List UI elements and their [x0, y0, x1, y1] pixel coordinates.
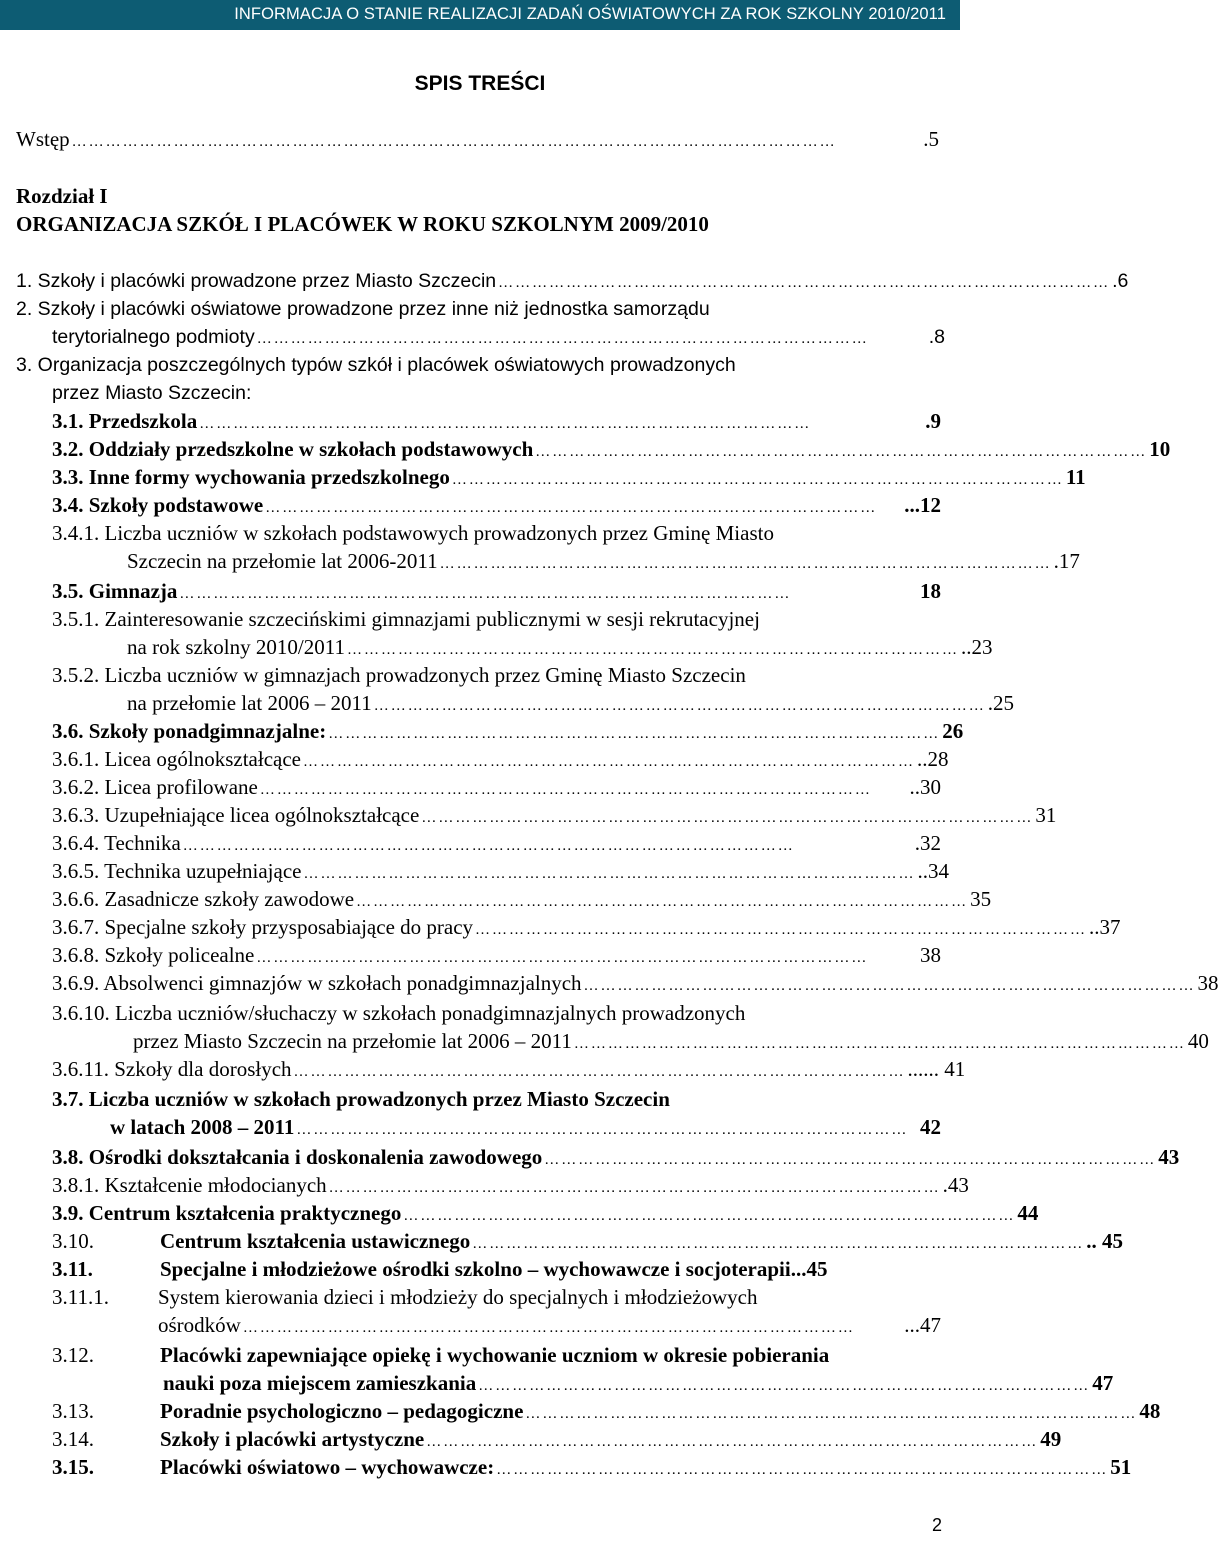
chapter-label: Rozdział I [16, 184, 108, 208]
toc-entry-page: 11 [1065, 465, 1086, 489]
leader-dots: ……………………………………………………………………………………………… [475, 922, 1088, 938]
toc-entry-page: 10 [1149, 437, 1171, 461]
toc-entry-label: 3.6.7. Specjalne szkoły przysposabiające do pracy [52, 915, 474, 939]
toc-entry-label: 3.3. Inne formy wychowania przedszkolnego [52, 465, 450, 489]
toc-entry-page: ...12 [904, 493, 941, 517]
leader-dots: ……………………………………………………………………………………………… [472, 1236, 1085, 1252]
toc-entry-page: 51 [1110, 1455, 1132, 1479]
toc-entry-page: ..28 [916, 747, 949, 771]
leader-dots: ……………………………………………………………………………………………… [496, 1462, 1109, 1478]
toc-entry-page: 38 [920, 943, 941, 967]
chapter-title: ORGANIZACJA SZKÓŁ I PLACÓWEK W ROKU SZKOLNYM 2009/2010 [16, 212, 709, 236]
toc-entry[interactable] [52, 1343, 941, 1369]
leader-dots: ……………………………………………………………………………………………… [182, 838, 795, 854]
toc-entry-page: 44 [1017, 1201, 1039, 1225]
leader-dots: ……………………………………………………………………………………………… [439, 556, 1052, 572]
page-title: SPIS TREŚCI [414, 72, 546, 95]
toc-entry-label: 3.2. Oddziały przedszkolne w szkołach podstawowych [52, 437, 534, 461]
toc-entry[interactable] [52, 775, 941, 801]
leader-dots: ……………………………………………………………………………………………… [346, 642, 959, 658]
toc-entry-page: 31 [1035, 803, 1057, 827]
toc-entry-label: Poradnie psychologiczno – pedagogiczne [160, 1399, 524, 1423]
toc-entry-label: ośrodków [158, 1313, 241, 1337]
toc-entry[interactable]: 3.6.10. Liczba uczniów/słuchaczy w szkołach ponadgimnazjalnych prowadzonych [52, 1001, 746, 1025]
toc-entry[interactable] [52, 493, 941, 519]
leader-dots: ……………………………………………………………………………………………… [403, 1208, 1016, 1224]
running-header-bar [0, 0, 960, 30]
leader-dots: ……………………………………………………………………………………………………………………… [71, 134, 837, 150]
leader-dots: ……………………………………………………………………………………………… [583, 978, 1196, 994]
toc-entry[interactable] [52, 971, 1219, 997]
toc-entry-page: 26 [942, 719, 964, 743]
toc-entry-page: ...45 [790, 1257, 828, 1281]
toc-entry-label: Szkoły i placówki artystyczne [160, 1427, 425, 1451]
toc-entry-label: 3.4. Szkoły podstawowe [52, 493, 264, 517]
toc-entry-label: 3.6.8. Szkoły policealne [52, 943, 255, 967]
toc-entry-label: Placówki zapewniające opiekę i wychowanie uczniom w okresie pobierania [160, 1343, 830, 1367]
toc-entry-page: .9 [925, 409, 941, 433]
toc-entry-page: ..23 [960, 635, 993, 659]
toc-entry-label: 3.6. Szkoły ponadgimnazjalne: [52, 719, 327, 743]
toc-entry-page: 49 [1040, 1427, 1062, 1451]
toc-entry-label: Centrum kształcenia ustawicznego [160, 1229, 471, 1253]
leader-dots: ……………………………………………………………………………………………… [179, 586, 792, 602]
toc-entry-label: 3.8. Ośrodki dokształcania i doskonalenia zawodowego [52, 1145, 543, 1169]
toc-entry-number: 3.13. [52, 1399, 94, 1423]
toc-entry-label: terytorialnego podmioty [52, 326, 255, 348]
leader-dots: ……………………………………………………………………………………………… [451, 472, 1064, 488]
toc-entry[interactable]: 3.7. Liczba uczniów w szkołach prowadzonych przez Miasto Szczecin [52, 1087, 670, 1111]
toc-entry-label: nauki poza miejscem zamieszkania [163, 1371, 477, 1395]
toc-entry-label: Szczecin na przełomie lat 2006-2011 [127, 549, 438, 573]
toc-entry-number: 3.11.1. [52, 1285, 109, 1309]
toc-entry-label: 3.6.9. Absolwenci gimnazjów w szkołach ponadgimnazjalnych [52, 971, 582, 995]
toc-entry-page: 43 [1158, 1145, 1180, 1169]
toc-entry[interactable] [52, 1057, 966, 1083]
toc-entry-page: .6 [1112, 270, 1129, 292]
leader-dots: ……………………………………………………………………………………………… [328, 1180, 941, 1196]
toc-entry-label: 3.5. Gimnazja [52, 579, 178, 603]
toc-entry[interactable] [52, 943, 941, 969]
toc-entry-number: 3.12. [52, 1343, 94, 1367]
leader-dots: ……………………………………………………………………………………………… [256, 950, 869, 966]
running-header-text: INFORMACJA O STANIE REALIZACJI ZADAŃ OŚWIATOWYCH ZA ROK SZKOLNY 2010/2011 [234, 5, 946, 23]
leader-dots: ……………………………………………………………………………………………… [535, 444, 1148, 460]
toc-entry[interactable] [127, 635, 993, 661]
toc-entry[interactable] [52, 803, 1057, 829]
toc-entry-page: 40 [1187, 1029, 1209, 1053]
leader-dots: ……………………………………………………………………………………………… [544, 1152, 1157, 1168]
leader-dots: ……………………………………………………………………………………………… [373, 698, 986, 714]
leader-dots: ……………………………………………………………………………………………… [199, 416, 812, 432]
leader-dots: ……………………………………………………………………………………………… [296, 1122, 909, 1138]
toc-entry-label: 3.6.4. Technika [52, 831, 181, 855]
leader-dots: ……………………………………………………………………………………………… [421, 810, 1034, 826]
leader-dots: ……………………………………………………………………………………………… [265, 500, 878, 516]
toc-entry[interactable] [52, 579, 941, 605]
toc-entry[interactable] [52, 719, 964, 745]
toc-entry-page: ..30 [909, 775, 941, 799]
toc-entry[interactable]: 3.5.2. Liczba uczniów w gimnazjach prowadzonych przez Gminę Miasto Szczecin [52, 663, 746, 687]
toc-entry[interactable] [52, 831, 941, 857]
leader-dots: ……………………………………………………………………………………………… [426, 1434, 1039, 1450]
toc-entry-page: 48 [1139, 1399, 1161, 1423]
toc-entry-page: .5 [923, 127, 939, 151]
leader-dots: ……………………………………………………………………………………………… [525, 1406, 1138, 1422]
toc-entry-label: 3.6.6. Zasadnicze szkoły zawodowe [52, 887, 355, 911]
toc-entry-page: .17 [1053, 549, 1080, 573]
toc-entry-label: przez Miasto Szczecin na przełomie lat 2006 – 2011 [133, 1029, 572, 1053]
toc-entry-label: Specjalne i młodzieżowe ośrodki szkolno – wychowawcze i socjoterapii [160, 1257, 791, 1281]
leader-dots: ……………………………………………………………………………………………… [302, 754, 915, 770]
toc-entry-label: na przełomie lat 2006 – 2011 [127, 691, 372, 715]
toc-entry[interactable] [52, 325, 945, 351]
toc-entry-page: .8 [928, 326, 945, 348]
toc-entry-page: .43 [942, 1173, 969, 1197]
toc-entry[interactable] [52, 409, 941, 435]
toc-entry-page: 18 [920, 579, 941, 603]
toc-entry[interactable] [52, 1145, 1180, 1171]
toc-entry-page: ...... 41 [907, 1057, 966, 1081]
toc-entry-page: 35 [970, 887, 992, 911]
toc-entry-label: w latach 2008 – 2011 [110, 1115, 295, 1139]
toc-entry[interactable] [52, 1285, 941, 1311]
toc-entry-number: 3.11. [52, 1257, 93, 1281]
leader-dots: ……………………………………………………………………………………………… [573, 1036, 1186, 1052]
toc-entry[interactable] [52, 1257, 941, 1283]
toc-entry[interactable] [52, 1229, 1124, 1255]
toc-entry[interactable]: 2. Szkoły i placówki oświatowe prowadzone przez inne niż jednostka samorządu [16, 298, 710, 320]
toc-entry-intro[interactable] [16, 127, 939, 153]
toc-entry-label: 1. Szkoły i placówki prowadzone przez Miasto Szczecin [16, 270, 497, 292]
toc-entry[interactable] [110, 1115, 941, 1141]
toc-entry-label: 3.8.1. Kształcenie młodocianych [52, 1173, 327, 1197]
toc-entry[interactable] [52, 859, 949, 885]
toc-entry-label: 3.6.3. Uzupełniające licea ogólnokształcące [52, 803, 420, 827]
toc-entry[interactable] [52, 887, 992, 913]
leader-dots: ……………………………………………………………………………………………… [242, 1320, 855, 1336]
toc-entry-page: .25 [987, 691, 1014, 715]
toc-entry[interactable] [52, 1201, 1039, 1227]
toc-entry[interactable] [16, 269, 1129, 295]
toc-entry[interactable] [52, 465, 1086, 491]
toc-entry[interactable] [158, 1313, 941, 1339]
toc-entry-number: 3.15. [52, 1455, 94, 1479]
leader-dots: ……………………………………………………………………………………………… [328, 726, 941, 742]
leader-dots: ……………………………………………………………………………………………… [356, 894, 969, 910]
toc-entry[interactable]: 3.5.1. Zainteresowanie szczecińskimi gimnazjami publicznymi w sesji rekrutacyjnej [52, 607, 760, 631]
toc-entry-page: ..37 [1089, 915, 1121, 939]
toc-entry-label: 3.6.11. Szkoły dla dorosłych [52, 1057, 292, 1081]
toc-entry[interactable] [52, 1173, 969, 1199]
toc-entry-number: 3.10. [52, 1229, 94, 1253]
toc-entry-page: .32 [914, 831, 941, 855]
toc-entry-label: System kierowania dzieci i młodzieży do specjalnych i młodzieżowych [158, 1285, 758, 1309]
toc-entry[interactable]: 3.4.1. Liczba uczniów w szkołach podstawowych prowadzonych przez Gminę Miasto [52, 521, 774, 545]
toc-entry[interactable] [52, 1427, 1062, 1453]
page-number: 2 [931, 1515, 942, 1535]
toc-entry-page: ..34 [917, 859, 949, 883]
leader-dots: ……………………………………………………………………………………………… [498, 275, 1111, 291]
toc-entry-label: Wstęp [16, 127, 70, 151]
toc-entry-label: 3.1. Przedszkola [52, 409, 198, 433]
toc-entry-page: .. 45 [1086, 1229, 1124, 1253]
leader-dots: ……………………………………………………………………………………………… [293, 1064, 906, 1080]
toc-entry-number: 3.14. [52, 1427, 94, 1451]
toc-entry-label: 3.6.5. Technika uzupełniające [52, 859, 302, 883]
toc-entry[interactable] [52, 747, 949, 773]
toc-entry[interactable] [163, 1371, 1114, 1397]
toc-entry[interactable] [52, 1399, 1161, 1425]
toc-entry-page: 42 [920, 1115, 941, 1139]
toc-entry-label: Placówki oświatowo – wychowawcze: [160, 1455, 495, 1479]
toc-entry-label: na rok szkolny 2010/2011 [127, 635, 345, 659]
toc-entry-page: ...47 [904, 1313, 941, 1337]
toc-entry[interactable]: 3. Organizacja poszczególnych typów szkół i placówek oświatowych prowadzonych [16, 354, 736, 376]
toc-entry[interactable] [52, 915, 1121, 941]
toc-entry[interactable] [52, 1455, 1132, 1481]
toc-entry[interactable] [52, 437, 1171, 463]
toc-entry[interactable] [127, 549, 1080, 575]
toc-entry[interactable] [133, 1029, 1209, 1055]
toc-entry-label: 3.6.2. Licea profilowane [52, 775, 258, 799]
toc-entry-page: 47 [1092, 1371, 1114, 1395]
toc-entry[interactable]: przez Miasto Szczecin: [52, 382, 252, 404]
toc-entry-page: 38 [1197, 971, 1219, 995]
toc-entry[interactable] [127, 691, 1014, 717]
toc-entry-label: 3.6.1. Licea ogólnokształcące [52, 747, 301, 771]
leader-dots: ……………………………………………………………………………………………… [478, 1378, 1091, 1394]
leader-dots: ……………………………………………………………………………………………… [303, 866, 916, 882]
toc-entry-label: 3.9. Centrum kształcenia praktycznego [52, 1201, 402, 1225]
leader-dots: ……………………………………………………………………………………………… [259, 782, 872, 798]
leader-dots: ……………………………………………………………………………………………… [256, 331, 869, 347]
